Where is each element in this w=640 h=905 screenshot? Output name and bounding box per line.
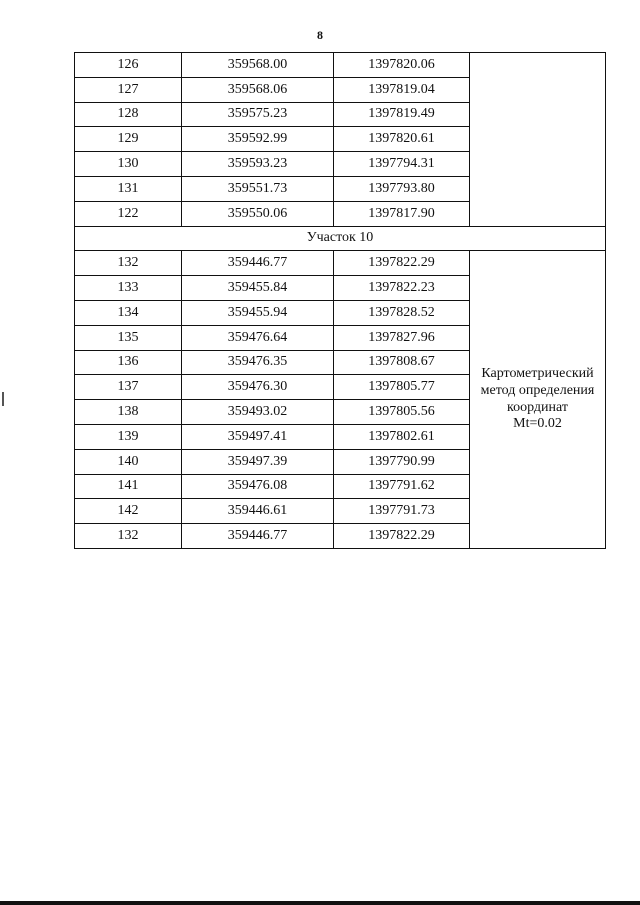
y-coordinate-cell: 1397820.06 xyxy=(334,53,470,78)
y-coordinate-cell: 1397793.80 xyxy=(334,176,470,201)
point-number-cell: 126 xyxy=(75,53,182,78)
x-coordinate-cell: 359476.64 xyxy=(182,325,334,350)
x-coordinate-cell: 359493.02 xyxy=(182,400,334,425)
point-number-cell: 132 xyxy=(75,524,182,549)
point-number-cell: 132 xyxy=(75,251,182,276)
x-coordinate-cell: 359568.06 xyxy=(182,77,334,102)
x-coordinate-cell: 359592.99 xyxy=(182,127,334,152)
x-coordinate-cell: 359550.06 xyxy=(182,201,334,226)
y-coordinate-cell: 1397794.31 xyxy=(334,152,470,177)
coordinates-table xyxy=(74,52,606,549)
y-coordinate-cell: 1397791.62 xyxy=(334,474,470,499)
y-coordinate-cell: 1397822.23 xyxy=(334,276,470,301)
y-coordinate-cell: 1397808.67 xyxy=(334,350,470,375)
x-coordinate-cell: 359446.61 xyxy=(182,499,334,524)
scan-mark xyxy=(2,392,4,406)
y-coordinate-cell: 1397822.29 xyxy=(334,251,470,276)
x-coordinate-cell: 359593.23 xyxy=(182,152,334,177)
table-row xyxy=(75,251,606,276)
group-a-rows xyxy=(75,53,606,227)
y-coordinate-cell: 1397802.61 xyxy=(334,424,470,449)
table-row xyxy=(75,53,606,78)
y-coordinate-cell: 1397822.29 xyxy=(334,524,470,549)
point-number-cell: 136 xyxy=(75,350,182,375)
y-coordinate-cell: 1397828.52 xyxy=(334,300,470,325)
point-number-cell: 129 xyxy=(75,127,182,152)
point-number-cell: 127 xyxy=(75,77,182,102)
x-coordinate-cell: 359497.39 xyxy=(182,449,334,474)
x-coordinate-cell: 359446.77 xyxy=(182,251,334,276)
y-coordinate-cell: 1397790.99 xyxy=(334,449,470,474)
scan-bottom-edge xyxy=(0,901,640,905)
y-coordinate-cell: 1397819.49 xyxy=(334,102,470,127)
y-coordinate-cell: 1397827.96 xyxy=(334,325,470,350)
empty-note-cell xyxy=(470,53,606,227)
y-coordinate-cell: 1397805.77 xyxy=(334,375,470,400)
x-coordinate-cell: 359551.73 xyxy=(182,176,334,201)
point-number-cell: 130 xyxy=(75,152,182,177)
point-number-cell: 138 xyxy=(75,400,182,425)
x-coordinate-cell: 359455.94 xyxy=(182,300,334,325)
x-coordinate-cell: 359455.84 xyxy=(182,276,334,301)
point-number-cell: 122 xyxy=(75,201,182,226)
point-number-cell: 135 xyxy=(75,325,182,350)
method-cell xyxy=(470,251,606,549)
point-number-cell: 142 xyxy=(75,499,182,524)
point-number-cell: 128 xyxy=(75,102,182,127)
method-text-line2: метод определения xyxy=(480,382,595,398)
method-text-line1: Картометрический xyxy=(481,366,594,382)
section-10-rows xyxy=(75,251,606,549)
y-coordinate-cell: 1397820.61 xyxy=(334,127,470,152)
y-coordinate-cell: 1397805.56 xyxy=(334,400,470,425)
point-number-cell: 133 xyxy=(75,276,182,301)
x-coordinate-cell: 359476.08 xyxy=(182,474,334,499)
point-number-cell: 141 xyxy=(75,474,182,499)
page-number: 8 xyxy=(317,28,323,42)
section-title: Участок 10 xyxy=(75,226,606,251)
y-coordinate-cell: 1397819.04 xyxy=(334,77,470,102)
x-coordinate-cell: 359476.35 xyxy=(182,350,334,375)
x-coordinate-cell: 359497.41 xyxy=(182,424,334,449)
point-number-cell: 134 xyxy=(75,300,182,325)
x-coordinate-cell: 359575.23 xyxy=(182,102,334,127)
method-text-line3: координат xyxy=(507,399,568,415)
point-number-cell: 137 xyxy=(75,375,182,400)
x-coordinate-cell: 359446.77 xyxy=(182,524,334,549)
method-text-line4: Mt=0.02 xyxy=(513,416,562,432)
y-coordinate-cell: 1397791.73 xyxy=(334,499,470,524)
y-coordinate-cell: 1397817.90 xyxy=(334,201,470,226)
point-number-cell: 131 xyxy=(75,176,182,201)
point-number-cell: 139 xyxy=(75,424,182,449)
x-coordinate-cell: 359476.30 xyxy=(182,375,334,400)
section-10-header-row xyxy=(75,226,606,251)
point-number-cell: 140 xyxy=(75,449,182,474)
x-coordinate-cell: 359568.00 xyxy=(182,53,334,78)
